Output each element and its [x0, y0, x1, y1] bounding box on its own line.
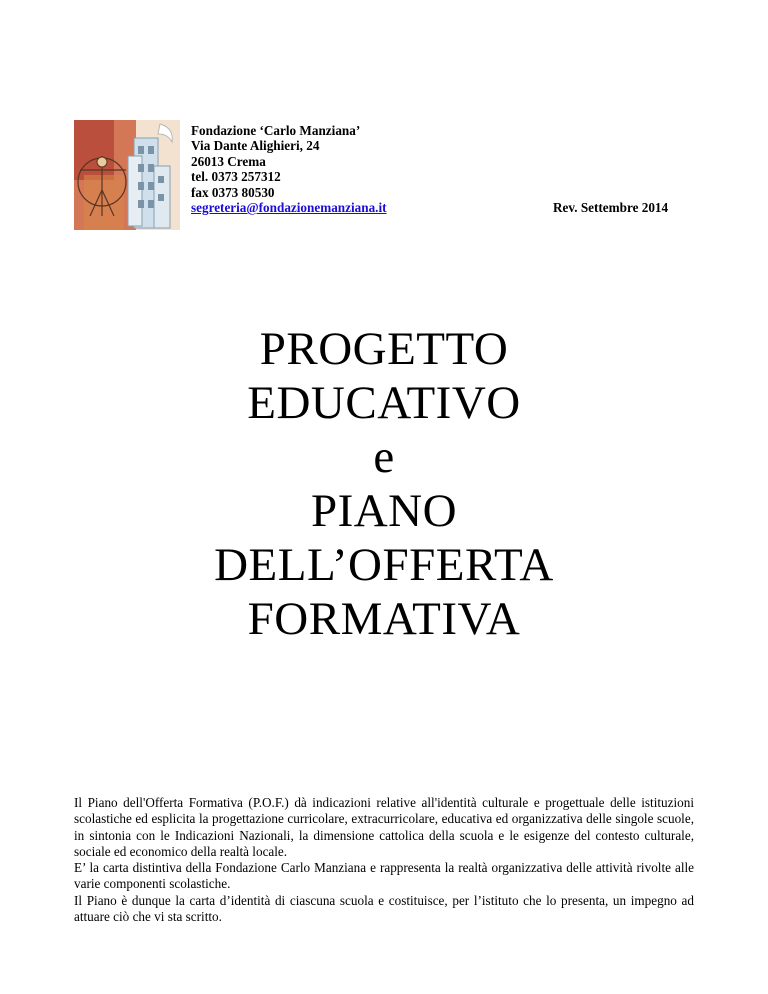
document-title [0, 322, 768, 646]
title-line: e [373, 431, 395, 483]
title-line: FORMATIVA [247, 593, 521, 645]
header-contact-block [191, 123, 387, 215]
revision-date: Rev. Settembre 2014 [553, 200, 669, 215]
paragraph: Il Piano è dunque la carta d’identità di ciascuna scuola e costituisce, per l’istituto che lo presenta, un impegno ad attuare ciò che vi sta scritto. [74, 892, 694, 925]
organization-name: Fondazione ‘Carlo Manziana’ [191, 123, 361, 138]
paragraph: E’ la carta distintiva della Fondazione Carlo Manziana e rappresenta la realtà organizzativa delle attività rivolte alle varie componenti scolastiche. [74, 860, 694, 892]
title-line: PIANO [310, 485, 458, 537]
title-line: PROGETTO [259, 323, 509, 375]
email-link[interactable]: segreteria@fondazionemanziana.it [191, 200, 387, 216]
foundation-logo-icon [74, 120, 180, 230]
fax-line: fax 0373 80530 [191, 184, 275, 200]
paragraph: Il Piano dell'Offerta Formativa (P.O.F.) dà indicazioni relative all'identità culturale e progettuale delle istituzioni scolastiche ed esplicita la progettazione curricolare, extracurricolare, educativa ed organizzativa delle singole scuole, in sintonia con le Indicazioni Nazionali, la dimensione cattolica della scuola e le esigenze del contesto culturale, sociale ed economico della realtà locale. [74, 795, 694, 859]
phone-line: tel. 0373 257312 [191, 169, 281, 185]
address-line: Via Dante Alighieri, 24 [191, 138, 320, 154]
title-line: DELL’OFFERTA [214, 539, 554, 591]
title-line: EDUCATIVO [247, 377, 521, 429]
city-line: 26013 Crema [191, 153, 266, 169]
introduction-text [74, 795, 694, 925]
